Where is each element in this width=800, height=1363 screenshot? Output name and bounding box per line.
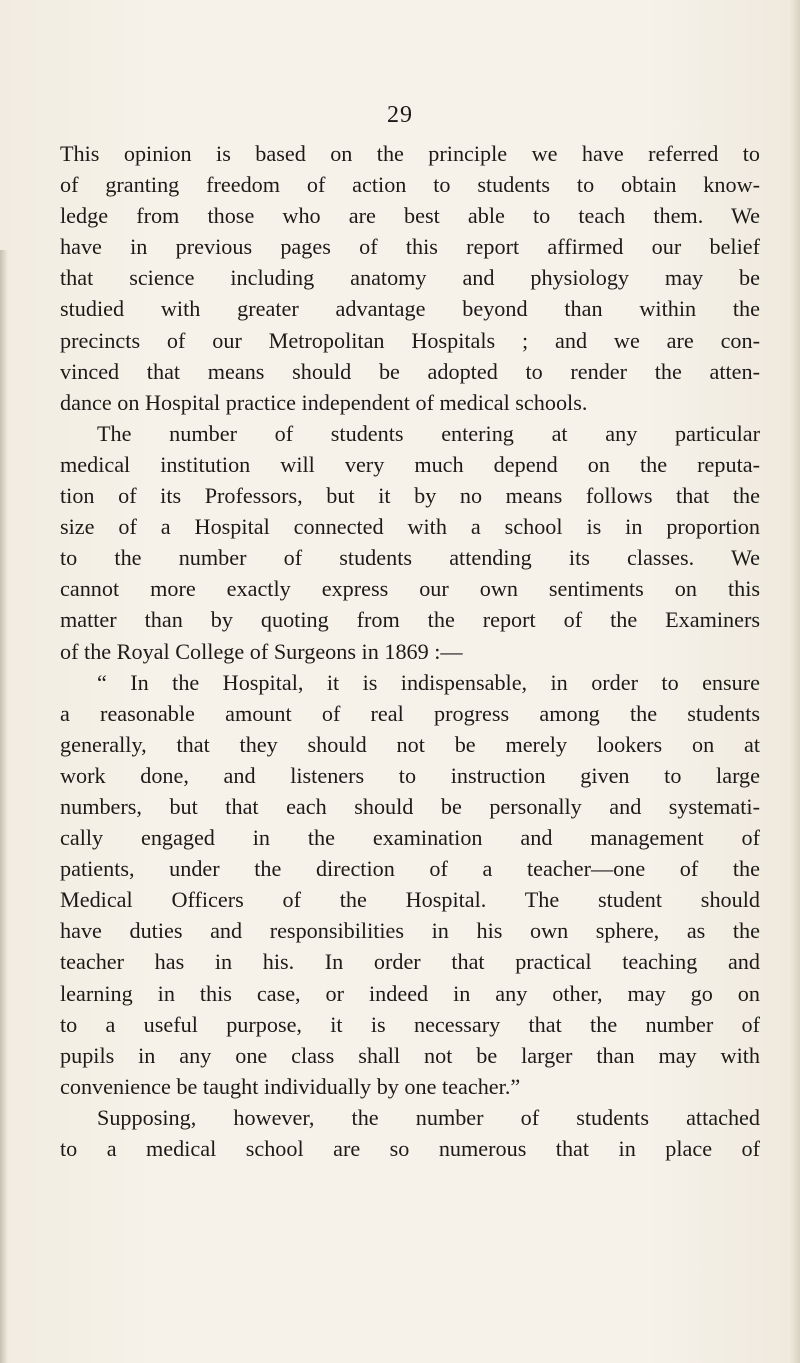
- text-line: of granting freedom of action to students to obtain know-: [60, 172, 760, 198]
- text-line: The number of students entering at any particular: [97, 420, 760, 446]
- text-line: that science including anatomy and physiology may be: [60, 265, 760, 291]
- text-line: ledge from those who are best able to teach them. We: [60, 203, 760, 229]
- text-line: studied with greater advantage beyond than within the: [60, 296, 760, 322]
- text-line: convenience be taught individually by one teacher.”: [60, 1073, 521, 1099]
- text-line: dance on Hospital practice independent of medical schools.: [60, 389, 588, 415]
- text-line: to a medical school are so numerous that in place of: [60, 1136, 760, 1161]
- text-line: of the Royal College of Surgeons in 1869 :—: [60, 638, 463, 664]
- text-line: numbers, but that each should be personally and systemati-: [60, 793, 760, 819]
- text-line: Medical Officers of the Hospital. The student should: [60, 887, 760, 913]
- text-line: Supposing, however, the number of students attached: [97, 1104, 760, 1130]
- text-line: This opinion is based on the principle we have referred to: [60, 141, 760, 166]
- text-line: tion of its Professors, but it by no means follows that the: [60, 483, 760, 509]
- page-number: 29: [387, 102, 413, 128]
- body-text: [60, 138, 760, 1164]
- text-line: cally engaged in the examination and management of: [60, 825, 760, 851]
- text-line: teacher has in his. In order that practical teaching and: [60, 949, 760, 975]
- text-line: learning in this case, or indeed in any other, may go on: [60, 980, 760, 1006]
- text-line: have duties and responsibilities in his own sphere, as the: [60, 918, 760, 944]
- text-line: matter than by quoting from the report of the Examiners: [60, 607, 760, 633]
- text-line: pupils in any one class shall not be larger than may with: [60, 1042, 760, 1068]
- text-line: have in previous pages of this report affirmed our belief: [60, 234, 760, 260]
- text-line: “ In the Hospital, it is indispensable, in order to ensure: [97, 669, 760, 695]
- text-line: generally, that they should not be merely lookers on at: [60, 731, 760, 757]
- text-line: to the number of students attending its classes. We: [60, 545, 760, 571]
- text-line: vinced that means should be adopted to render the atten-: [60, 358, 760, 384]
- text-line: medical institution will very much depend on the reputa-: [60, 451, 760, 477]
- text-line: to a useful purpose, it is necessary that the number of: [60, 1011, 760, 1037]
- spine-shadow: [0, 250, 8, 1363]
- text-line: patients, under the direction of a teacher—one of the: [60, 856, 760, 882]
- page-edge: [790, 0, 800, 1363]
- text-line: precincts of our Metropolitan Hospitals ; and we are con-: [60, 327, 760, 353]
- text-line: a reasonable amount of real progress among the students: [60, 700, 760, 726]
- text-line: cannot more exactly express our own sentiments on this: [60, 576, 760, 602]
- text-line: work done, and listeners to instruction given to large: [60, 762, 760, 788]
- text-line: size of a Hospital connected with a school is in proportion: [60, 514, 760, 540]
